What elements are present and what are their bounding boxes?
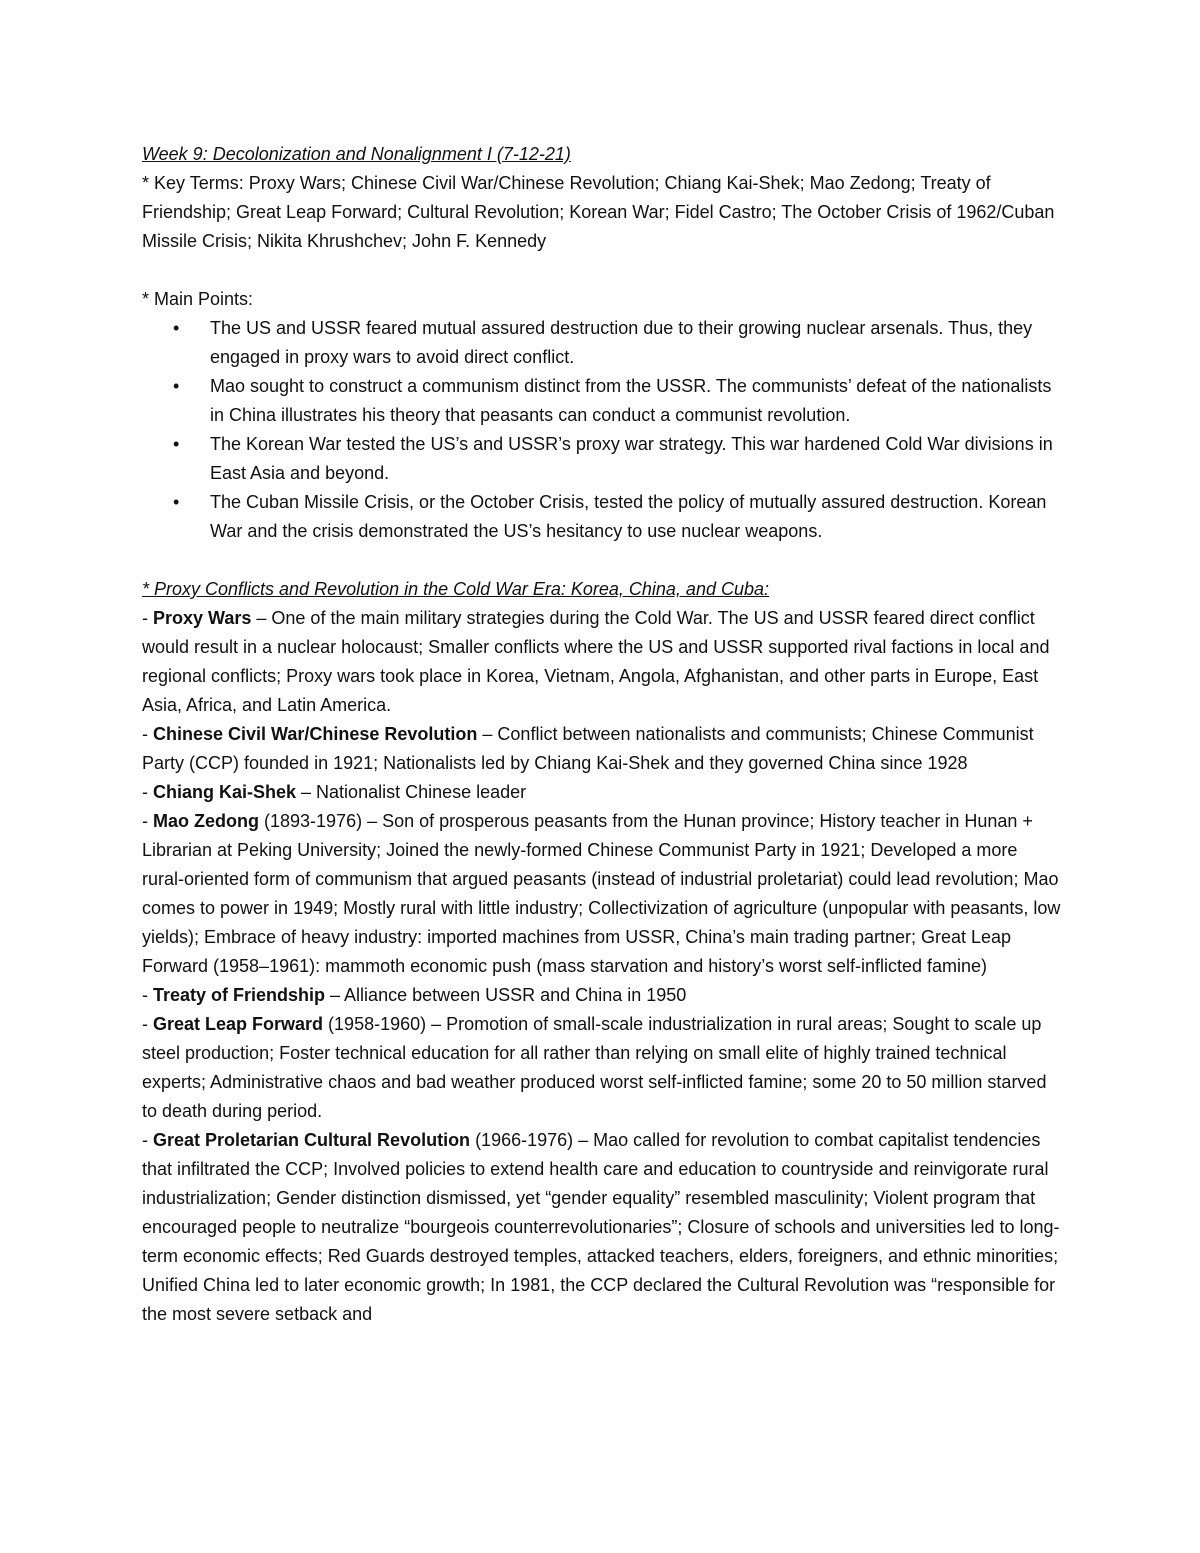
term-detail: (1958-1960) – Promotion of small-scale industrialization in rural areas; Sought to scale up steel production; Foster technical education for all rather than relying on small elite of highly trained technical experts; Administrative chaos and bad weather produced worst self-inflicted famine; some 20 to 50 million starved to death during period. bbox=[142, 1014, 1047, 1121]
term-prefix: - bbox=[142, 985, 153, 1005]
main-point-text: The Korean War tested the US’s and USSR’s proxy war strategy. This war hardened Cold War divisions in East Asia and beyond. bbox=[210, 434, 1053, 483]
term-name: Proxy Wars bbox=[153, 608, 252, 628]
main-points-list bbox=[142, 314, 1062, 546]
term-prefix: - bbox=[142, 608, 153, 628]
main-point-item bbox=[142, 430, 1062, 488]
term-name: Great Proletarian Cultural Revolution bbox=[153, 1130, 471, 1150]
main-point-text: The US and USSR feared mutual assured destruction due to their growing nuclear arsenals. Thus, they engaged in proxy wars to avoid direct conflict. bbox=[210, 318, 1033, 367]
term-entry bbox=[142, 604, 1062, 720]
section-heading: * Proxy Conflicts and Revolution in the Cold War Era: Korea, China, and Cuba: bbox=[142, 579, 769, 599]
main-points-label: * Main Points: bbox=[142, 289, 254, 309]
key-terms-paragraph: * Key Terms: Proxy Wars; Chinese Civil War/Chinese Revolution; Chiang Kai-Shek; Mao Zedong; Treaty of Friendship; Great Leap Forward; Cultural Revolution; Korean War; Fidel Castro; The October Crisis of 1962/Cuban Missile Crisis; Nikita Khrushchev; John F. Kennedy bbox=[142, 173, 1055, 251]
term-detail: – One of the main military strategies during the Cold War. The US and USSR feared direct conflict would result in a nuclear holocaust; Smaller conflicts where the US and USSR supported rival factions in local and regional conflicts; Proxy wars took place in Korea, Vietnam, Angola, Afghanistan, and other parts in Europe, East Asia, Africa, and Latin America. bbox=[142, 608, 1050, 715]
blank-line bbox=[142, 546, 1062, 575]
term-detail: – Nationalist Chinese leader bbox=[296, 782, 527, 802]
term-detail: – Alliance between USSR and China in 1950 bbox=[325, 985, 687, 1005]
term-name: Treaty of Friendship bbox=[153, 985, 326, 1005]
term-entry bbox=[142, 778, 1062, 807]
bullet-icon: • bbox=[173, 376, 180, 396]
bullet-icon: • bbox=[173, 318, 180, 338]
term-entry bbox=[142, 807, 1062, 981]
term-name: Great Leap Forward bbox=[153, 1014, 324, 1034]
main-point-item bbox=[142, 314, 1062, 372]
blank-line bbox=[142, 256, 1062, 285]
term-detail: (1966-1976) – Mao called for revolution to combat capitalist tendencies that infiltrated the CCP; Involved policies to extend health care and education to countryside and reinvigorate rural industrialization; Gender distinction dismissed, yet “gender equality” resembled masculinity; Violent program that encouraged people to neutralize “bourgeois counterrevolutionaries”; Closure of schools and universities led to long-term economic effects; Red Guards destroyed temples, attacked teachers, elders, foreigners, and ethnic minorities; Unified China led to later economic growth; In 1981, the CCP declared the Cultural Revolution was “responsible for the most severe setback and bbox=[142, 1130, 1060, 1324]
term-name: Chinese Civil War/Chinese Revolution bbox=[153, 724, 478, 744]
bullet-icon: • bbox=[173, 492, 180, 512]
term-entry bbox=[142, 981, 1062, 1010]
main-point-item bbox=[142, 372, 1062, 430]
term-prefix: - bbox=[142, 724, 153, 744]
term-entry bbox=[142, 720, 1062, 778]
term-prefix: - bbox=[142, 1014, 153, 1034]
main-point-text: The Cuban Missile Crisis, or the October Crisis, tested the policy of mutually assured destruction. Korean War and the crisis demonstrated the US’s hesitancy to use nuclear weapons. bbox=[210, 492, 1047, 541]
term-detail: (1893-1976) – Son of prosperous peasants from the Hunan province; History teacher in Hunan + Librarian at Peking University; Joined the newly-formed Chinese Communist Party in 1921; Developed a more rural-oriented form of communism that argued peasants (instead of industrial proletariat) could lead revolution; Mao comes to power in 1949; Mostly rural with little industry; Collectivization of agriculture (unpopular with peasants, low yields); Embrace of heavy industry: imported machines from USSR, China’s main trading partner; Great Leap Forward (1958–1961): mammoth economic push (mass starvation and history’s worst self-inflicted famine) bbox=[142, 811, 1061, 976]
week-heading: Week 9: Decolonization and Nonalignment I (7-12-21) bbox=[142, 144, 571, 164]
document-page bbox=[142, 140, 1062, 1329]
bullet-icon: • bbox=[173, 434, 180, 454]
term-prefix: - bbox=[142, 811, 153, 831]
term-prefix: - bbox=[142, 782, 153, 802]
term-name: Chiang Kai-Shek bbox=[153, 782, 297, 802]
main-point-text: Mao sought to construct a communism distinct from the USSR. The communists’ defeat of the nationalists in China illustrates his theory that peasants can conduct a communist revolution. bbox=[210, 376, 1052, 425]
term-prefix: - bbox=[142, 1130, 153, 1150]
main-point-item bbox=[142, 488, 1062, 546]
term-name: Mao Zedong bbox=[153, 811, 259, 831]
term-detail: – Conflict between nationalists and communists; Chinese Communist Party (CCP) founded in 1921; Nationalists led by Chiang Kai-Shek and they governed China since 1928 bbox=[142, 724, 1034, 773]
term-entry bbox=[142, 1010, 1062, 1126]
term-entry bbox=[142, 1126, 1062, 1329]
